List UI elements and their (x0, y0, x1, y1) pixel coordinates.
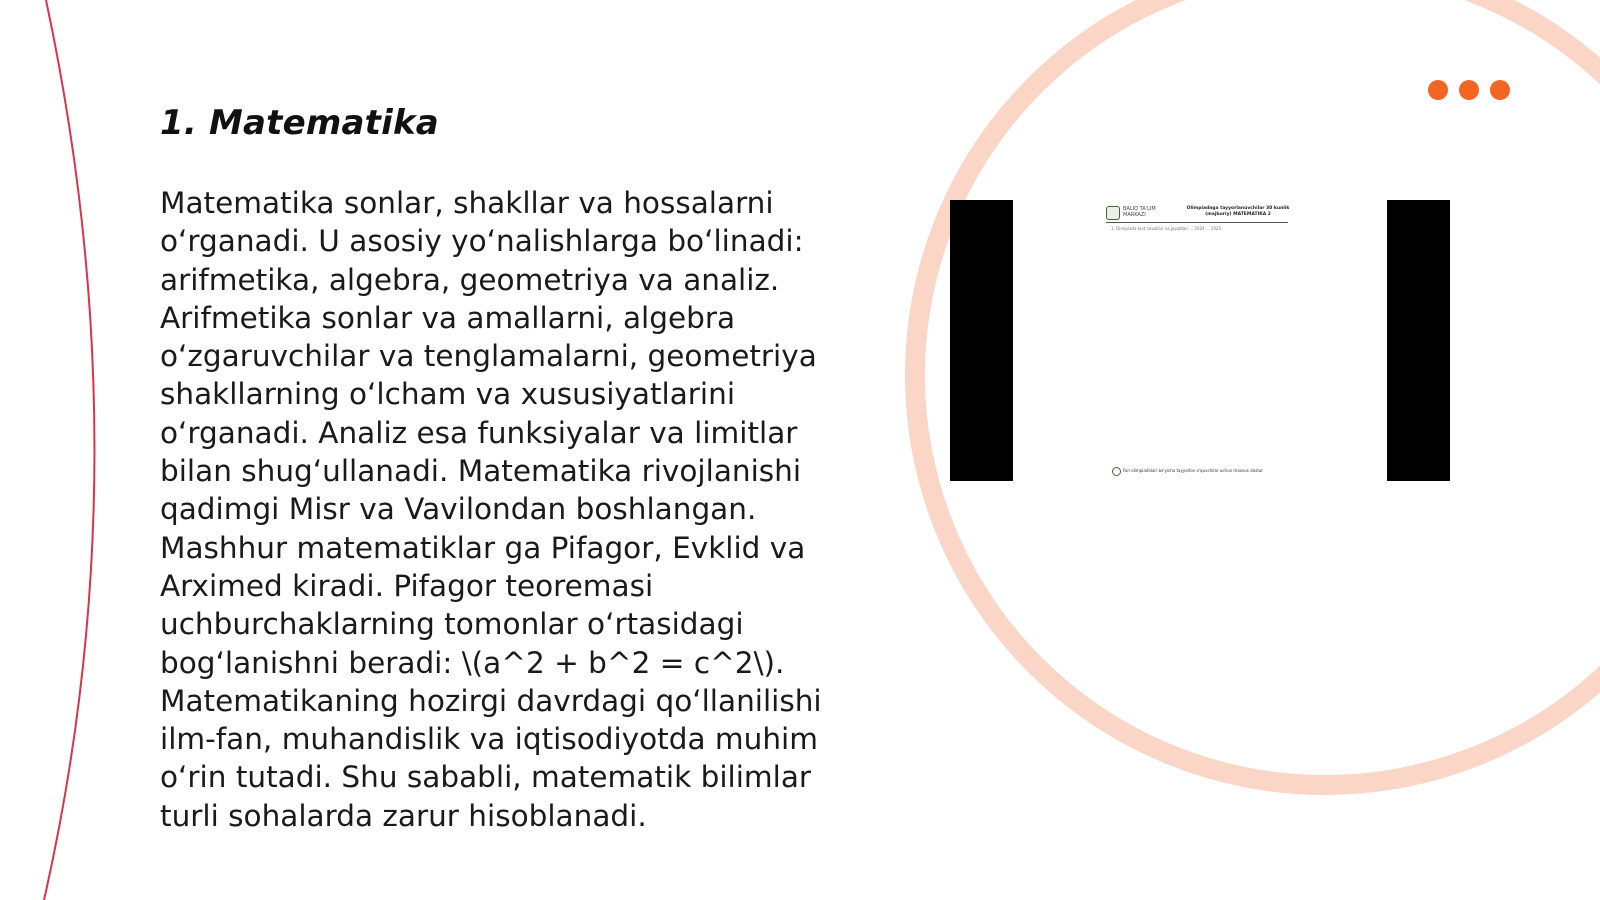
slide-title: 1. Matematika (160, 103, 439, 143)
slide-body-text: Matematika sonlar, shakllar va hossalarni o‘rganadi. U asosiy yo‘nalishlarga bo‘linadi: arifmetika, algebra, geometriya va analiz. Arifmetika sonlar va amallarni, algebra o‘zgaruvchilar va tenglamalarni, geometriya shakllarning o‘lcham va xususiyatlarini o‘rganadi. Analiz esa funksiyalar va limitlar bilan shug‘ullanadi. Matematika rivojlanishi qadimgi Misr va Vavilondan boshlangan. Mashhur matematiklar ga Pifagor, Evklid va Arximed kiradi. Pifagor teoremasi uchburchaklarning tomonlar o‘rtasidagi bog‘lanishni beradi: \(a^2 + b^2 = c^2\). Matematikaning hozirgi davrdagi qo‘llanilishi ilm-fan, muhandislik va iqtisodiyotda muhim o‘rin tutadi. Shu sababli, matematik bilimlar turli sohalarda zarur hisoblanadi. (160, 186, 822, 833)
slide-picture (950, 200, 1450, 481)
dot-icon (1428, 80, 1448, 100)
document-page-preview (1013, 200, 1387, 481)
document-org-name: BALIQ TA'LIM MARKAZI (1123, 206, 1156, 218)
dot-icon (1490, 80, 1510, 100)
document-divider (1106, 222, 1288, 223)
school-logo-icon (1106, 206, 1120, 220)
three-dots-decor (1428, 80, 1510, 100)
dot-icon (1459, 80, 1479, 100)
left-red-curve (44, 0, 95, 900)
round-emblem-icon (1112, 467, 1121, 476)
document-footer: Fan olimpiadalari bo'yicha tayyorlov o'quvchilar uchun maxsus dastur (1123, 468, 1263, 473)
document-text-line: 1. Olimpiada test savollari va javoblari ... 2024 ... 2025 (1111, 226, 1222, 231)
document-heading: Olimpiadaga tayyorlanuvchilar 30 kunlik (majburiy) MATEMATIKA 2 (1186, 206, 1290, 217)
